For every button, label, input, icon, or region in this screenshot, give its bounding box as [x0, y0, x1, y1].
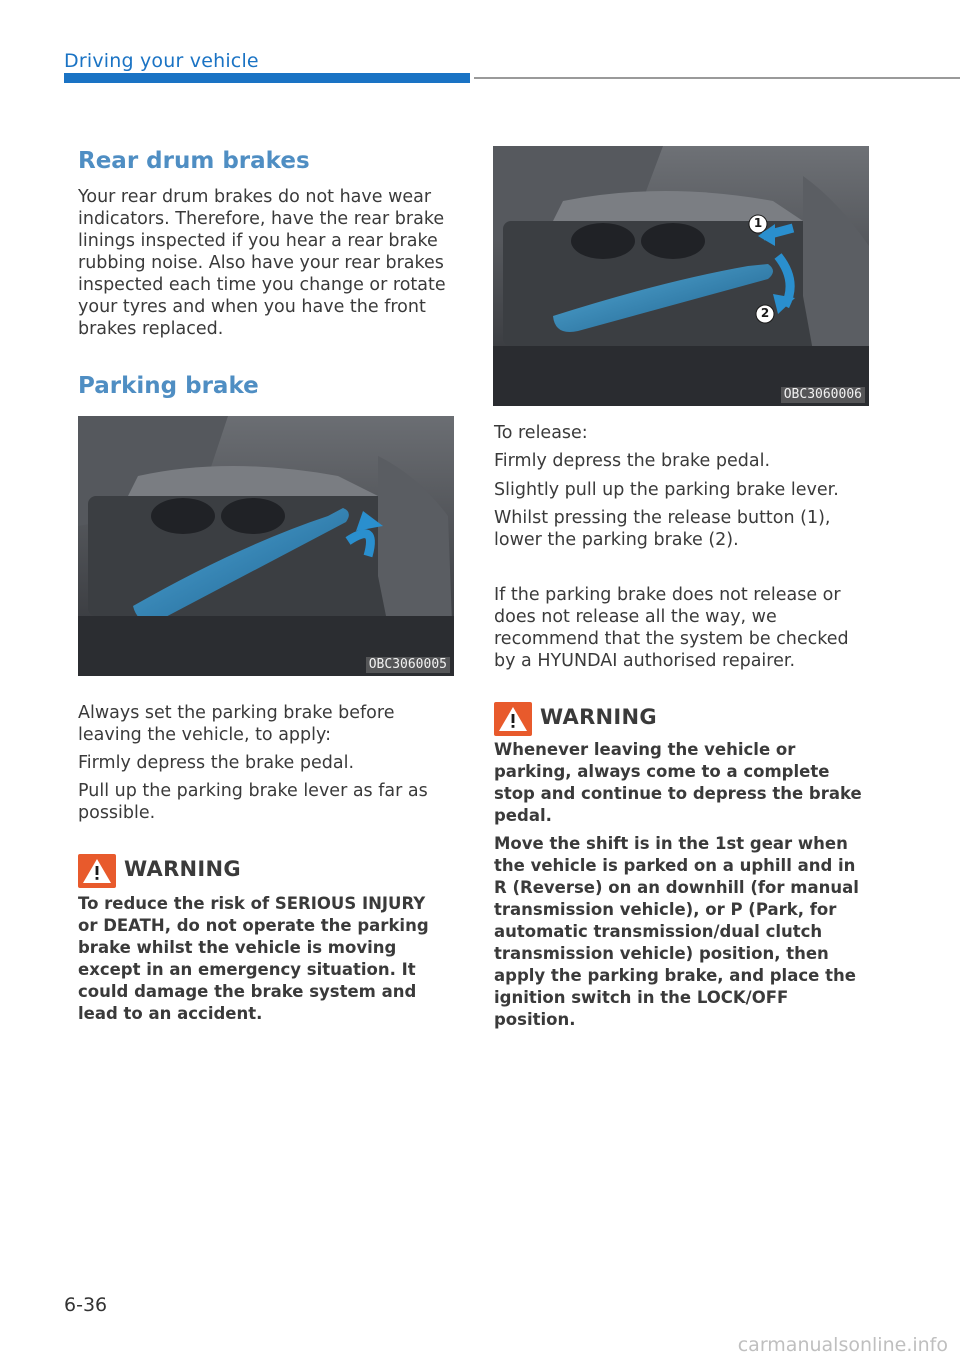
header-accent-bar	[64, 73, 470, 83]
warning-label: WARNING	[540, 705, 657, 729]
warning-triangle-icon	[494, 702, 532, 736]
rear-drum-heading: Rear drum brakes	[78, 148, 310, 174]
warning-header	[494, 702, 794, 736]
figure-code-label: OBC3060006	[781, 387, 865, 403]
release-intro: To release:	[494, 423, 588, 443]
warning-para-2: Move the shift is in the 1st gear when the vehicle is parked on a uphill and in R (Reverse) on an downhill (for manual transmission vehicle), or P (Park, for automatic transmission/dual clutch transmission vehicle) position, then apply the parking brake, and place the ignition switch in the LOCK/OFF position.	[494, 834, 859, 1029]
warning-text: To reduce the risk of SERIOUS INJURY or DEATH, do not operate the parking brake whilst the vehicle is moving except in an emergency situation. It could damage the brake system and lead to an accident.	[78, 894, 429, 1023]
parking-brake-release-figure	[493, 146, 869, 406]
apply-step-1: Firmly depress the brake pedal.	[78, 753, 355, 773]
page-header	[64, 44, 960, 94]
release-step-3: Whilst pressing the release button (1), lower the parking brake (2).	[494, 508, 831, 550]
callout-1-label: 1	[753, 216, 763, 230]
parking-brake-apply-figure	[78, 416, 454, 676]
release-step-1: Firmly depress the brake pedal.	[494, 451, 771, 471]
figure-code-label: OBC3060005	[366, 657, 450, 673]
warning-triangle-icon	[78, 854, 116, 888]
callout-2-label: 2	[760, 306, 770, 320]
watermark: carmanualsonline.info	[737, 1334, 948, 1356]
rear-drum-body: Your rear drum brakes do not have wear indicators. Therefore, have the rear brake linings inspected if you hear a rear brake rubbing noise. Also have your rear brakes inspected each time you change or rotate your tyres and when you have the front brakes replaced.	[78, 187, 446, 339]
parking-brake-heading: Parking brake	[78, 373, 259, 399]
release-step-2: Slightly pull up the parking brake lever.	[494, 480, 839, 500]
parking-brake-apply-illustration	[78, 416, 454, 676]
parking-brake-release-illustration	[493, 146, 869, 406]
warning-header	[78, 854, 378, 888]
header-divider-line	[474, 77, 960, 79]
release-note: If the parking brake does not release or does not release all the way, we recommend that the system be checked by a HYUNDAI authorised repairer.	[494, 585, 849, 671]
apply-intro: Always set the parking brake before leaving the vehicle, to apply:	[78, 703, 395, 745]
warning-label: WARNING	[124, 857, 241, 881]
apply-step-2: Pull up the parking brake lever as far as possible.	[78, 781, 428, 823]
warning-para-1: Whenever leaving the vehicle or parking, always come to a complete stop and continue to depress the brake pedal.	[494, 740, 862, 825]
section-title: Driving your vehicle	[64, 50, 259, 72]
page-number: 6-36	[64, 1294, 108, 1316]
